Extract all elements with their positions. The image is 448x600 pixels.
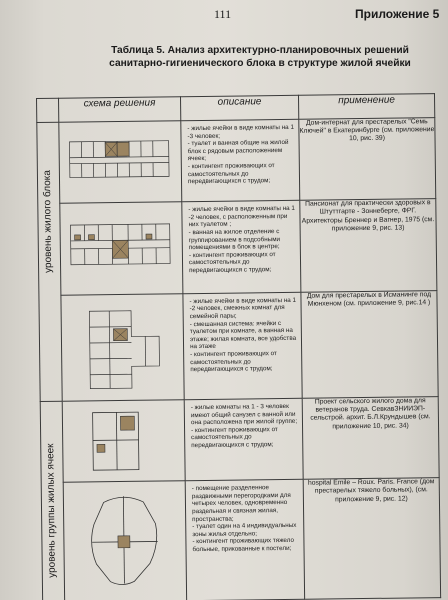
floor-plan-3 [61,294,183,401]
scheme-plan-5 [63,481,186,600]
description-item: - контингент проживающих от самостоятельных до передвигающихся с трудом; [190,350,297,374]
description-item: - жилые комнаты на 1 - 3 человек имеют общий санузел с ванной или она расположена при жилой группе; [191,403,298,427]
scheme-plan-3 [61,294,184,402]
scheme-plan-2 [60,202,183,295]
description-item: - жилые ячейки в виде комнаты на 1 -2 человек, с расположенным при них туалетом ; [188,205,295,229]
description-cell [183,292,302,400]
description-item: - контингент проживающих от самостоятельных до передвигающихся с трудом; [189,251,296,275]
table-row [39,290,438,401]
floor-plan-1 [59,121,181,203]
group-cell-label: уровень группы жилых ячеек [45,443,58,578]
appendix-label: Приложение 5 [355,7,440,21]
description-item: - туалет и ванная общие на жилой блок с рядовым расположением ячеек; [188,139,295,163]
analysis-table [36,93,441,600]
description-cell [182,200,301,293]
scheme-plan-4 [62,400,185,483]
page-number: 111 [214,7,232,21]
group-block-label: уровень жилого блока [41,169,55,273]
description-cell [185,479,304,600]
description-item: - помещение разделенное раздвижными перегородками для четырех человек, одновременно раздельная и связная жилая, пространства; [192,484,299,523]
header-scheme: схема решения [59,97,181,122]
description-cell [181,119,300,202]
table-row [37,118,436,204]
application-cell: Дом-интернат для престарелых "Семь Ключей" в Екатеринбурге (см. приложение 10, рис. 39) [299,118,436,201]
description-item: - жилые ячейки в виде комнаты на 1 -3 человек; [187,124,294,140]
floor-plan-5 [64,481,186,600]
application-cell: Пансионат для практически здоровых в Штуттгарте - Зоннеберге, ФРГ. Архитекторы Бреннер и Вагнер, 1975 (см. приложение 9, рис. 13) [300,199,437,292]
description-item: - смешанная система: ячейки с туалетом при комнате, а ванная на этаже; жилая комната, все удобства на этаже [190,319,297,351]
table-title: Таблица 5. Анализ архитектурно-планировочных решений санитарно-гигиенического блока в структуре жилой ячейки [109,45,411,69]
description-cell [184,398,303,481]
description-item: - контингент проживающих тяжело больные, прикованные к постели; [192,537,299,553]
application-cell: hospital Emile – Roux. Paris. France (дом престарелых тяжело больных), (см. приложение 9, рис. 12) [303,478,440,599]
header-corner [37,98,59,122]
table-row [38,199,437,295]
group-cell [40,401,64,600]
description-item: - контингент проживающих от самостоятельных до передвигающихся с трудом; [188,162,295,186]
description-item: - жилые ячейки в виде комнаты на 1 -2 человек, смежных комнат для семейной пары; [189,297,296,321]
description-item: - туалет один на 4 индивидуальных зоны жилья отдельно; [192,522,299,538]
floor-plan-4 [63,400,185,482]
application-cell: Проект сельского жилого дома для ветеранов труда. СевкавЗНИИЭП-сельстрой. архит. Б.Л.Крундышев (см. приложение 10, рис. 34) [302,397,439,480]
description-item: - ванная на жилое отделение с группированием в подсобными помещениями в блок в центре; [189,228,296,252]
table-row [40,397,439,483]
table-row [41,478,440,600]
description-item: - контингент проживающих от самостоятельных до передвигающихся с трудом; [191,426,298,450]
scheme-plan-1 [59,121,182,204]
header-application: применение [298,94,434,120]
floor-plan-2 [60,202,182,294]
header-description: описание [180,95,298,120]
application-cell: Дом для престарелых в Исманинге под Мюнхеном (см. приложение 9, рис.14 ) [301,290,438,398]
